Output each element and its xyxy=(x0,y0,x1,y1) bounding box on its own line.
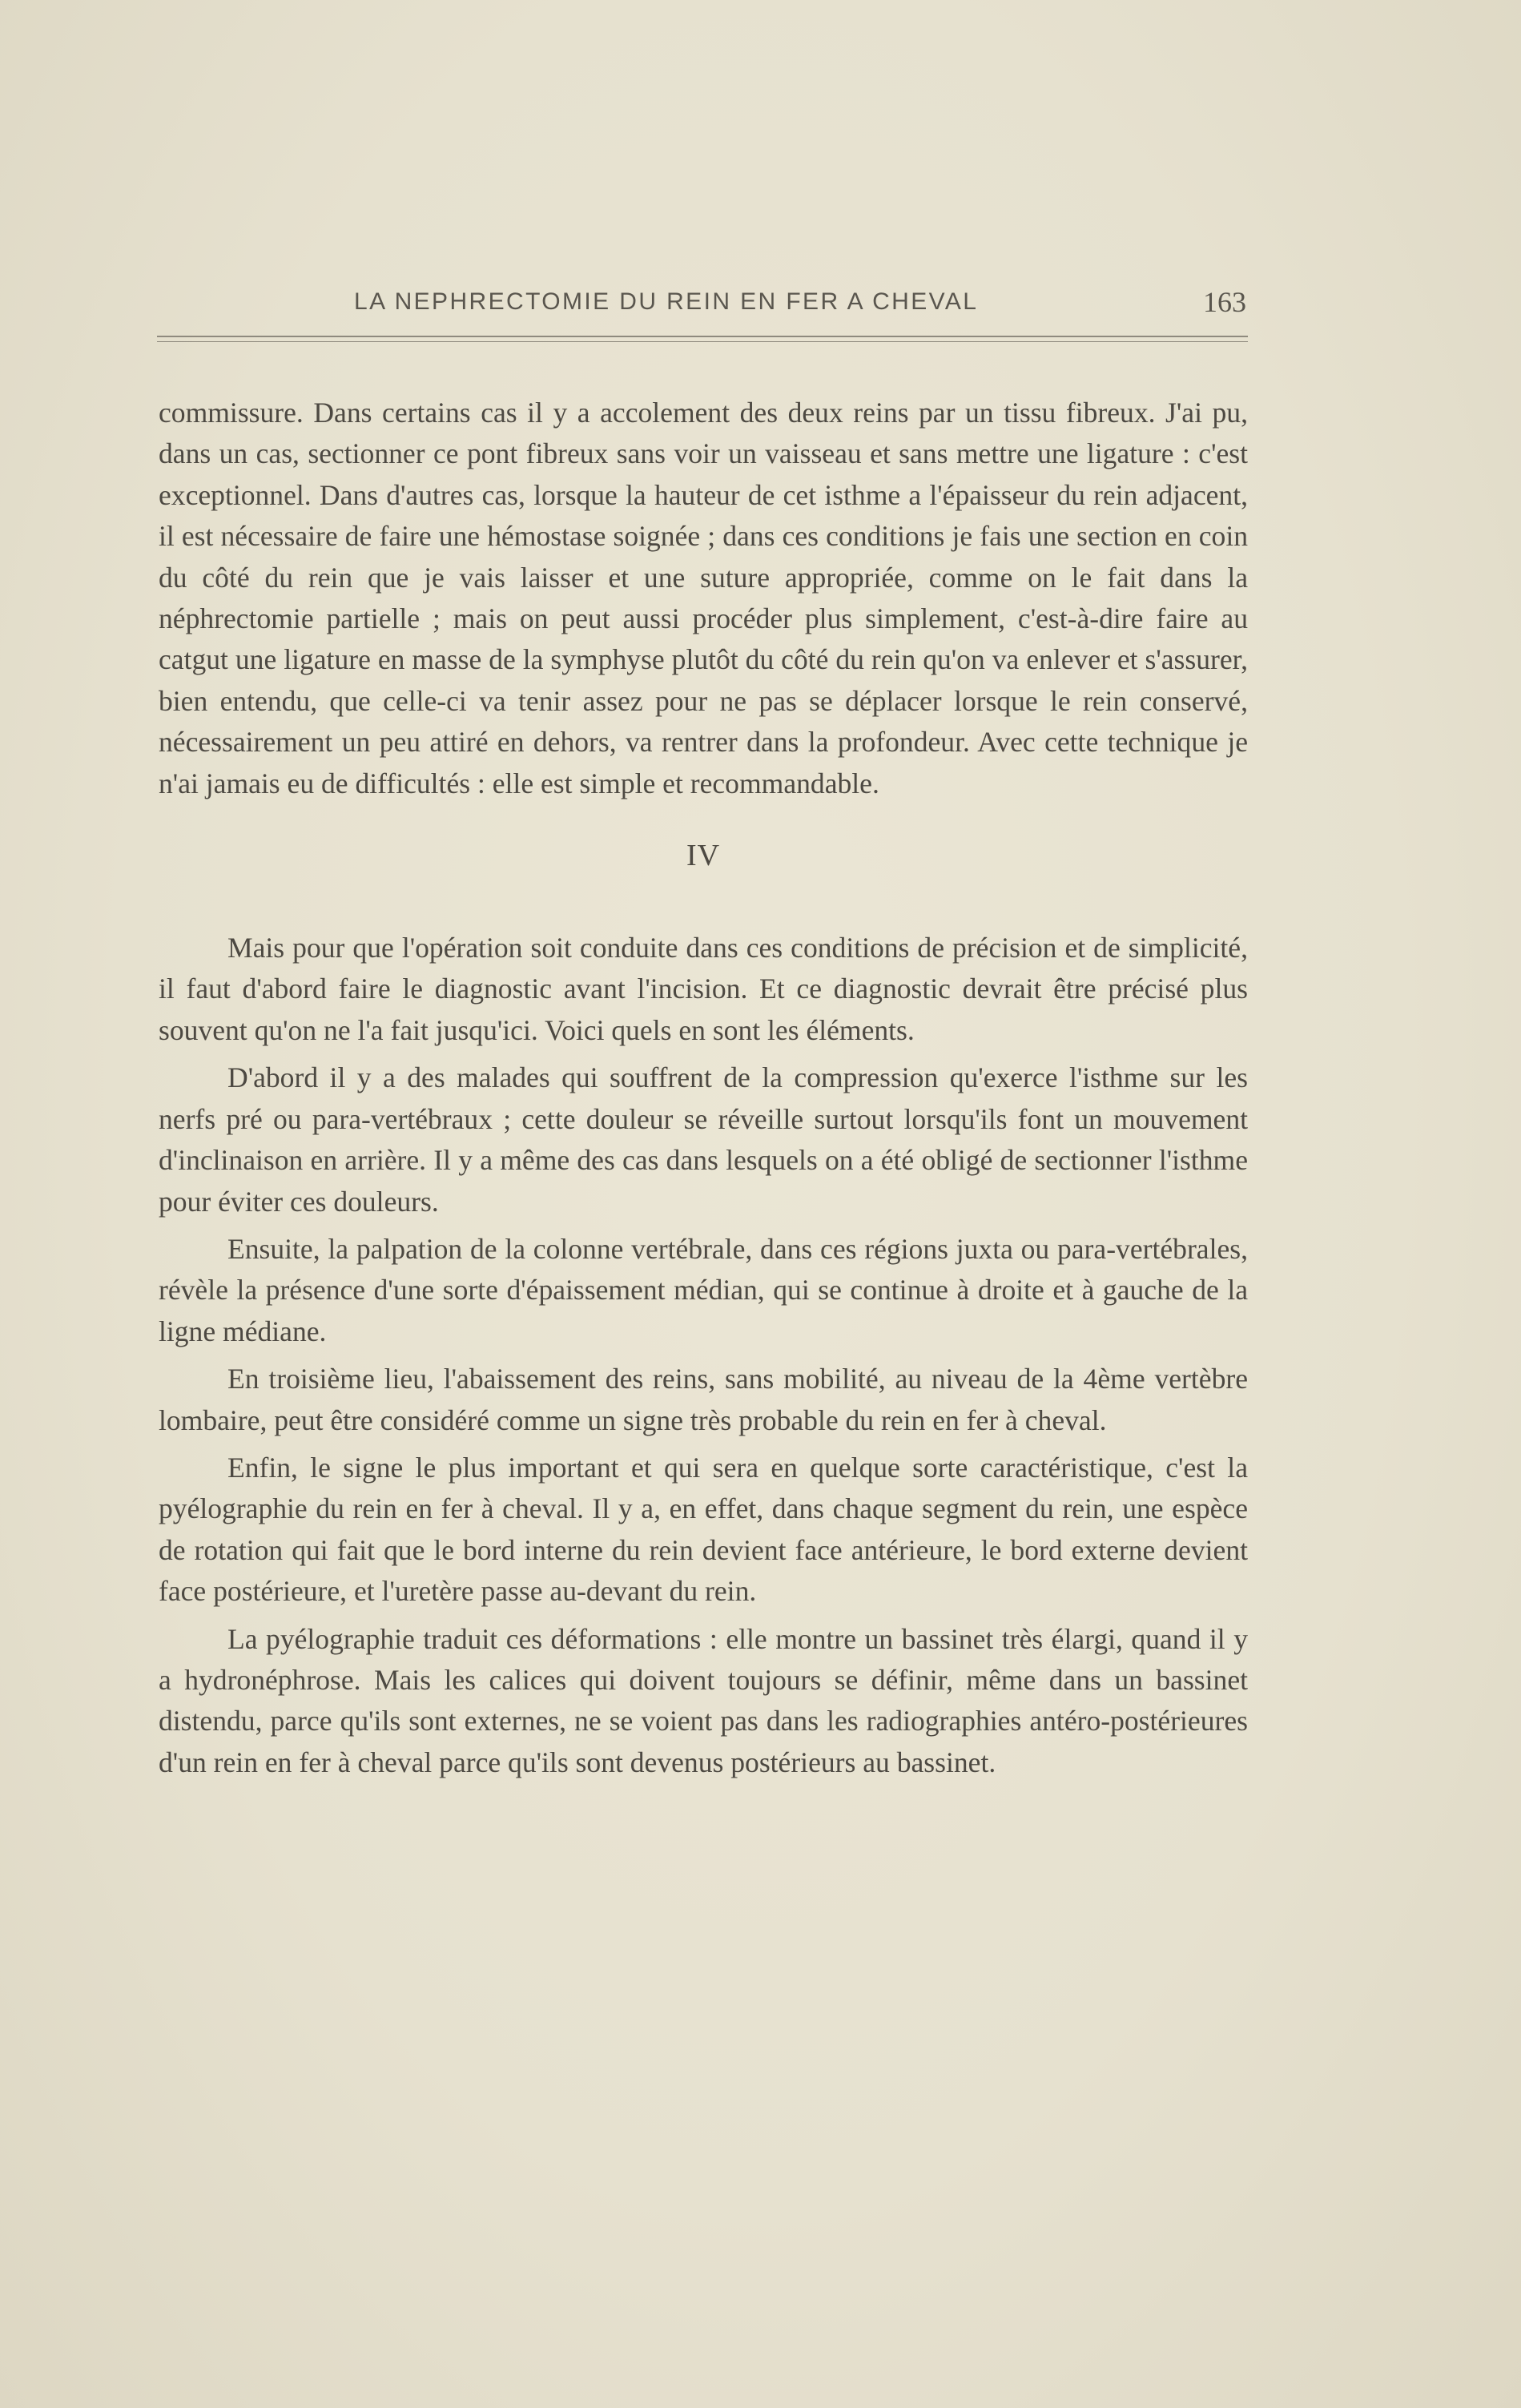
paragraph-continuation: commissure. Dans certains cas il y a accolement des deux reins par un tissu fibreux. J'ai pu, dans un cas, sectionner ce pont fibreux sans voir un vaisseau et sans mettre une ligature : c'est exceptionnel. Dans d'autres cas, lorsque la hauteur de cet isthme a l'épaisseur du rein adjacent, il est nécessaire de faire une hémostase soignée ; dans ces conditions je fais une section en coin du côté du rein que je vais laisser et une suture appropriée, comme on le fait dans la néphrectomie partielle ; mais on peut aussi procéder plus simplement, c'est-à-dire faire au catgut une ligature en masse de la symphyse plutôt du côté du rein qu'on va enlever et s'assurer, bien entendu, que celle-ci va tenir assez pour ne pas se déplacer lorsque le rein conservé, nécessairement un peu attiré en dehors, va rentrer dans la profondeur. Avec cette technique je n'ai jamais eu de difficultés : elle est simple et recommandable. xyxy=(159,397,1248,799)
header-rule-bottom xyxy=(157,341,1248,342)
body-text xyxy=(159,393,1248,1783)
paragraph-deformations: La pyélographie traduit ces déformations : elle montre un bassinet très élargi, quand il y a hydronéphrose. Mais les calices qui doivent toujours se définir, même dans un bassinet distendu, parce qu'ils sont externes, ne se voient pas dans les radiographies antéro-postérieures d'un rein en fer à cheval parce qu'ils sont devenus postérieurs au bassinet. xyxy=(159,1622,1248,1778)
page-header xyxy=(157,288,1246,328)
running-title: LA NEPHRECTOMIE DU REIN EN FER A CHEVAL xyxy=(354,288,979,315)
paragraph-palpation: Ensuite, la palpation de la colonne vertébrale, dans ces régions juxta ou para-vertébrales, révèle la présence d'une sorte d'épaissement médian, qui se continue à droite et à gauche de la ligne médiane. xyxy=(159,1232,1248,1347)
paragraph-pyelographie: Enfin, le signe le plus important et qui sera en quelque sorte caractéristique, c'est la pyélographie du rein en fer à cheval. Il y a, en effet, dans chaque segment du rein, une espèce de rotation qui fait que le bord interne du rein devient face antérieure, le bord externe devient face postérieure, et l'uretère passe au-devant du rein. xyxy=(159,1451,1248,1608)
header-rule-top xyxy=(157,336,1248,337)
paragraph-compression: D'abord il y a des malades qui souffrent de la compression qu'exerce l'isthme sur les nerfs pré ou para-vertébraux ; cette douleur se réveille surtout lorsqu'ils font un mouvement d'inclinaison en arrière. Il y a même des cas dans lesquels on a été obligé de sectionner l'isthme pour éviter ces douleurs. xyxy=(159,1061,1248,1218)
section-heading: IV xyxy=(686,839,721,873)
paragraph-diagnosis: Mais pour que l'opération soit conduite dans ces conditions de précision et de simplicité, il faut d'abord faire le diagnostic avant l'incision. Et ce diagnostic devrait être précisé plus souvent qu'on ne l'a fait jusqu'ici. Voici quels en sont les éléments. xyxy=(159,932,1248,1046)
paragraph-abaissement: En troisième lieu, l'abaissement des reins, sans mobilité, au niveau de la 4ème vertèbre lombaire, peut être considéré comme un signe très probable du rein en fer à cheval. xyxy=(159,1363,1248,1436)
page-number: 163 xyxy=(1203,286,1246,318)
